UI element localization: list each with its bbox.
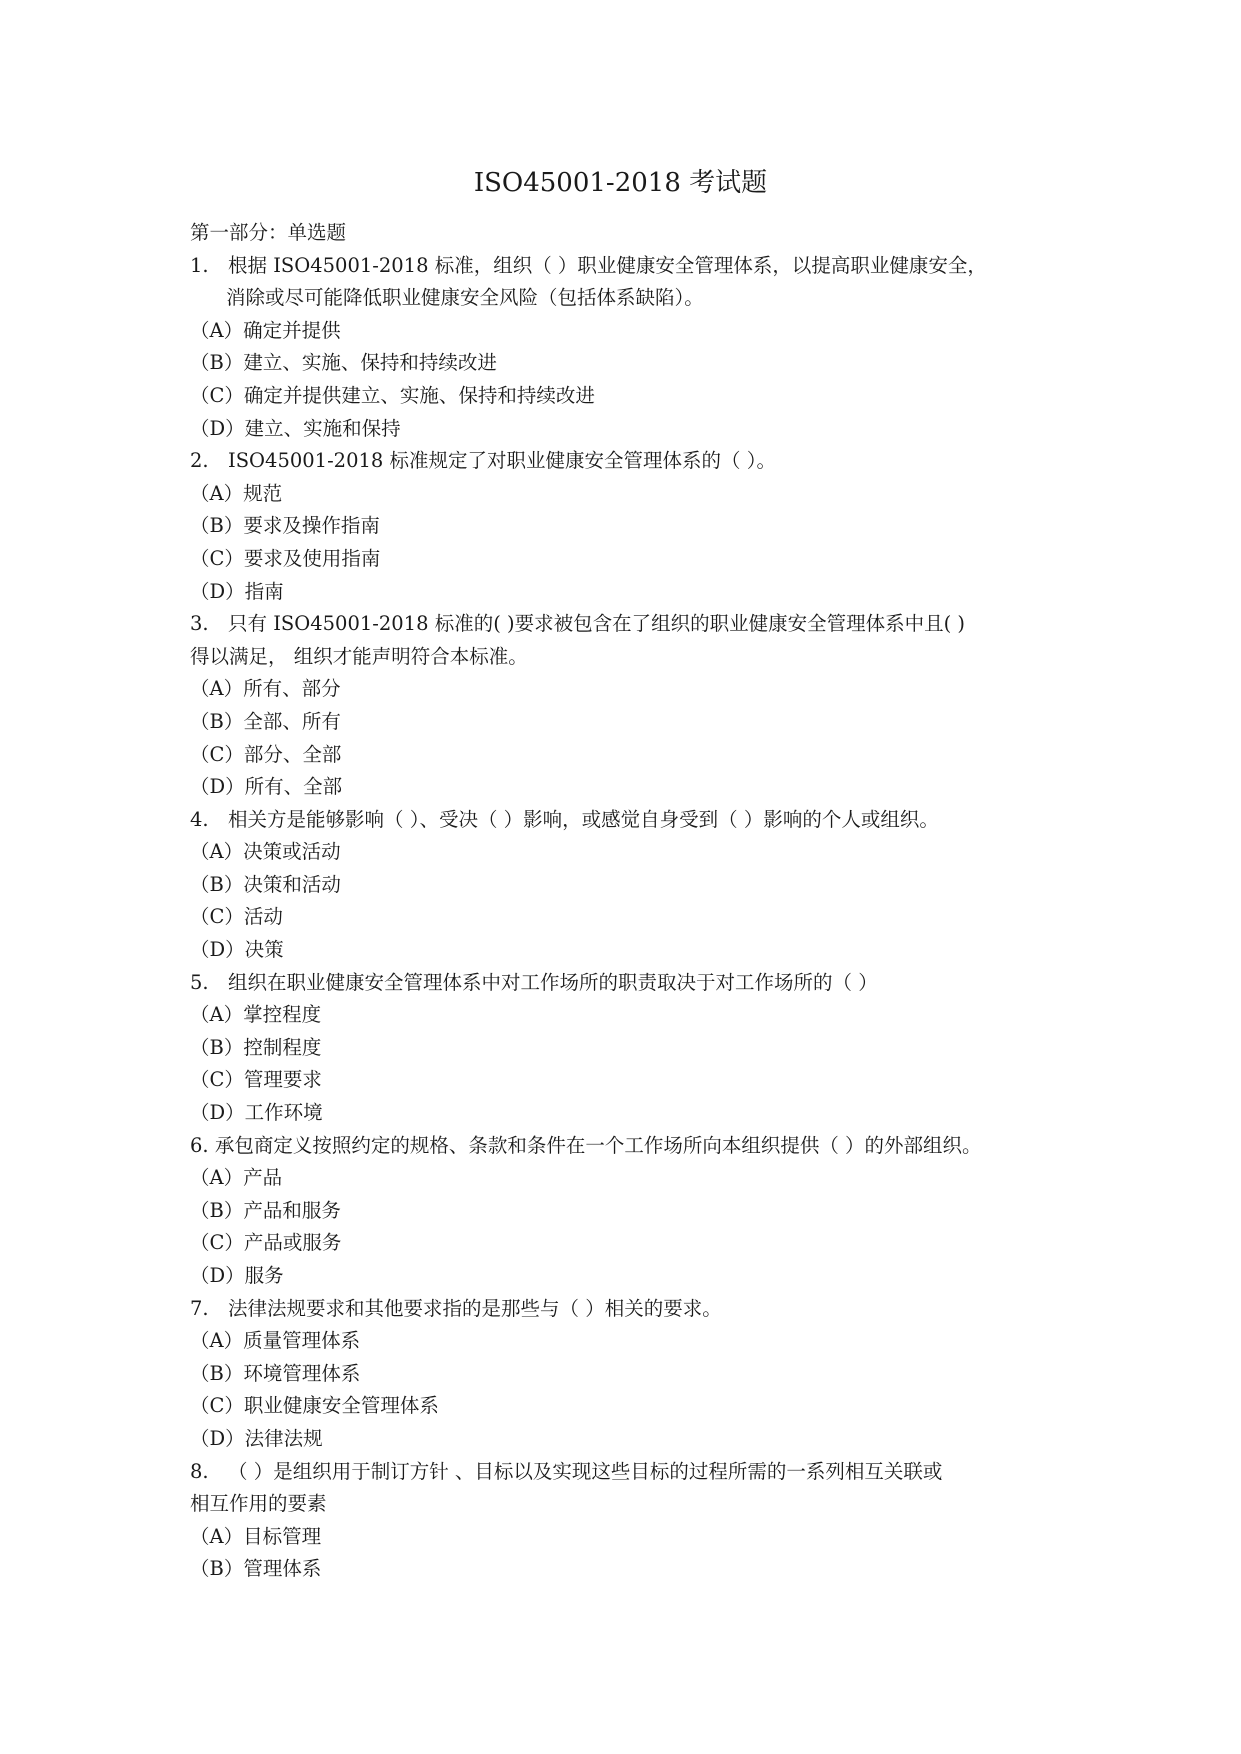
question-1-continued: 消除或尽可能降低职业健康安全风险（包括体系缺陷）。 xyxy=(226,286,704,310)
question-number: 1. xyxy=(190,253,209,277)
option-1b: （B）建立、实施、保持和持续改进 xyxy=(190,351,497,375)
question-text: 根据 ISO45001-2018 标准，组织（ ）职业健康安全管理体系，以提高职业健康安全， xyxy=(228,253,987,277)
option-3d: （D）所有、全部 xyxy=(190,775,343,799)
option-2a: （A）规范 xyxy=(190,481,283,505)
option-7a: （A）质量管理体系 xyxy=(190,1329,361,1353)
option-5b: （B）控制程度 xyxy=(190,1035,322,1059)
option-1c: （C）确定并提供建立、实施、保持和持续改进 xyxy=(190,383,595,407)
option-7c: （C）职业健康安全管理体系 xyxy=(190,1394,439,1418)
question-8 xyxy=(190,1456,1070,1489)
option-3b: （B）全部、所有 xyxy=(190,709,341,733)
option-4b: （B）决策和活动 xyxy=(190,872,341,896)
section-heading: 第一部分：单选题 xyxy=(190,221,347,244)
option-2d: （D）指南 xyxy=(190,579,284,603)
question-text: 相关方是能够影响（ ）、受决（ ）影响，或感觉自身受到（ ）影响的个人或组织。 xyxy=(228,807,939,831)
question-text: （ ）是组织用于制订方针 、目标以及实现这些目标的过程所需的一系列相互关联或 xyxy=(228,1459,943,1483)
option-5a: （A）掌控程度 xyxy=(190,1003,322,1027)
option-1d: （D）建立、实施和保持 xyxy=(190,416,401,440)
option-8a: （A）目标管理 xyxy=(190,1524,322,1548)
option-5c: （C）管理要求 xyxy=(190,1068,322,1092)
option-4c: （C）活动 xyxy=(190,905,283,929)
question-text: 只有 ISO45001-2018 标准的( )要求被包含在了组织的职业健康安全管理体系中且( ) xyxy=(228,612,966,636)
question-number: 7. xyxy=(190,1296,209,1320)
question-3 xyxy=(190,608,1070,641)
option-5d: （D）工作环境 xyxy=(190,1101,323,1125)
question-4 xyxy=(190,804,1070,837)
option-7d: （D）法律法规 xyxy=(190,1426,323,1450)
option-8b: （B）管理体系 xyxy=(190,1557,322,1581)
question-text: 承包商定义按照约定的规格、条款和条件在一个工作场所向本组织提供（ ）的外部组织。 xyxy=(214,1133,982,1157)
question-number: 2. xyxy=(190,449,209,473)
option-2b: （B）要求及操作指南 xyxy=(190,514,380,538)
question-6 xyxy=(190,1130,1070,1163)
question-number: 4. xyxy=(190,807,209,831)
question-1 xyxy=(190,250,1070,283)
question-number: 5. xyxy=(190,970,209,994)
document-title: ISO45001-2018 考试题 xyxy=(473,168,768,198)
option-1a: （A）确定并提供 xyxy=(190,318,341,342)
option-3c: （C）部分、全部 xyxy=(190,742,342,766)
question-3-continued: 得以满足， 组织才能声明符合本标准。 xyxy=(190,644,528,668)
option-7b: （B）环境管理体系 xyxy=(190,1361,361,1385)
question-text: ISO45001-2018 标准规定了对职业健康安全管理体系的（ ）。 xyxy=(228,449,776,473)
question-7 xyxy=(190,1293,1070,1326)
option-2c: （C）要求及使用指南 xyxy=(190,546,381,570)
option-6b: （B）产品和服务 xyxy=(190,1198,341,1222)
question-8-continued: 相互作用的要素 xyxy=(190,1492,327,1516)
question-text: 法律法规要求和其他要求指的是那些与（ ）相关的要求。 xyxy=(228,1296,722,1320)
question-number: 6. xyxy=(190,1133,209,1157)
option-4a: （A）决策或活动 xyxy=(190,840,341,864)
option-6d: （D）服务 xyxy=(190,1264,284,1287)
question-text: 组织在职业健康安全管理体系中对工作场所的职责取决于对工作场所的（ ） xyxy=(228,970,878,994)
document-body xyxy=(190,217,1070,1586)
question-5 xyxy=(190,967,1070,1000)
option-6a: （A）产品 xyxy=(190,1166,283,1190)
option-6c: （C）产品或服务 xyxy=(190,1231,342,1255)
question-number: 8. xyxy=(190,1459,209,1483)
question-2 xyxy=(190,445,1070,478)
question-number: 3. xyxy=(190,612,209,636)
option-4d: （D）决策 xyxy=(190,938,284,962)
option-3a: （A）所有、部分 xyxy=(190,677,341,701)
